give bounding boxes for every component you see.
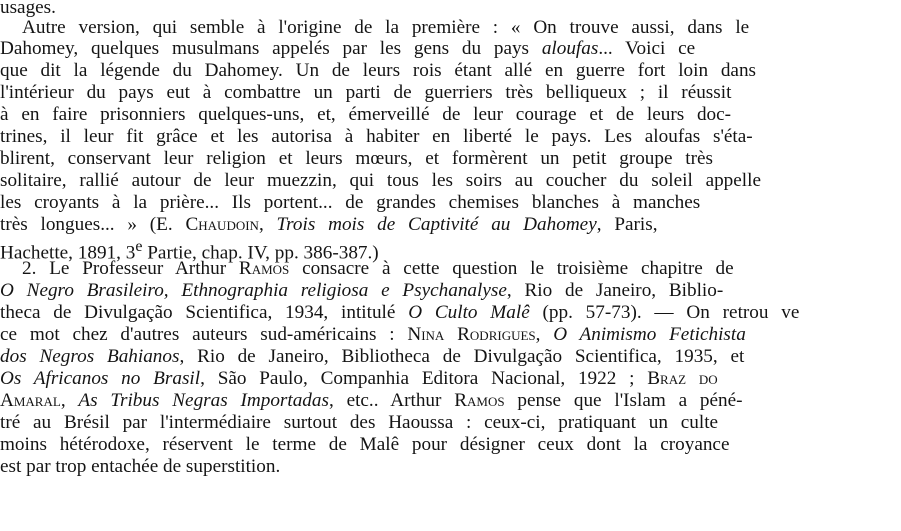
text-line-20: tré au Brésil par l'intermédiaire surtout des Haoussa : ceux-ci, pratiquant un culte [0,412,719,433]
text-line-17: dos Negros Bahianos, Rio de Janeiro, Bibliotheca de Divulgação Scientifica, 1935, et [0,346,745,367]
text-line-13: 2. Le Professeur Arthur Ramos consacre à cette question le troisième chapitre de [22,258,734,279]
text-line-16: ce mot chez d'autres auteurs sud-américains : Nina Rodrigues, O Animismo Fetichista [0,324,746,345]
text-line-15: theca de Divulgação Scientifica, 1934, intitulé O Culto Malê (pp. 57-73). — On retrou ve [0,302,800,323]
text-line-2: Autre version, qui semble à l'origine de la première : « On trouve aussi, dans le [22,17,750,38]
text-line-22: est par trop entachée de superstition. [0,456,281,477]
text-line-12: Hachette, 1891, 3e Partie, chap. IV, pp. 386-387.) [0,238,379,264]
text-line-19: Amaral, As Tribus Negras Importadas, etc.. Arthur Ramos pense que l'Islam a péné- [0,390,743,411]
text-line-14: O Negro Brasileiro, Ethnographia religiosa e Psychanalyse, Rio de Janeiro, Biblio- [0,280,724,301]
text-line-11: très longues... » (E. Chaudoin, Trois mois de Captivité au Dahomey, Paris, [0,214,658,235]
text-line-6: à en faire prisonniers quelques-uns, et, émerveillé de leur courage et de leurs doc- [0,104,732,125]
text-line-3: Dahomey, quelques musulmans appelés par les gens du pays aloufas... Voici ce [0,38,696,59]
text-line-18: Os Africanos no Brasil, São Paulo, Companhia Editora Nacional, 1922 ; Braz do [0,368,718,389]
text-line-21: moins hétérodoxe, réservent le terme de Malê pour désigner ceux dont la croyance [0,434,730,455]
text-line-1: usages. [0,0,56,18]
text-line-5: l'intérieur du pays eut à combattre un parti de guerriers très belliqueux ; il réussit [0,82,732,103]
text-line-10: les croyants à la prière... Ils portent... de grandes chemises blanches à manches [0,192,701,213]
text-line-9: solitaire, rallié autour de leur muezzin, qui tous les soirs au coucher du soleil appelle [0,170,761,191]
text-line-8: blirent, conservant leur religion et leurs mœurs, et formèrent un petit groupe très [0,148,714,169]
text-line-7: trines, il leur fit grâce et les autorisa à habiter en liberté le pays. Les aloufas s'éta- [0,126,753,147]
text-line-4: que dit la légende du Dahomey. Un de leurs rois étant allé en guerre fort loin dans [0,60,757,81]
